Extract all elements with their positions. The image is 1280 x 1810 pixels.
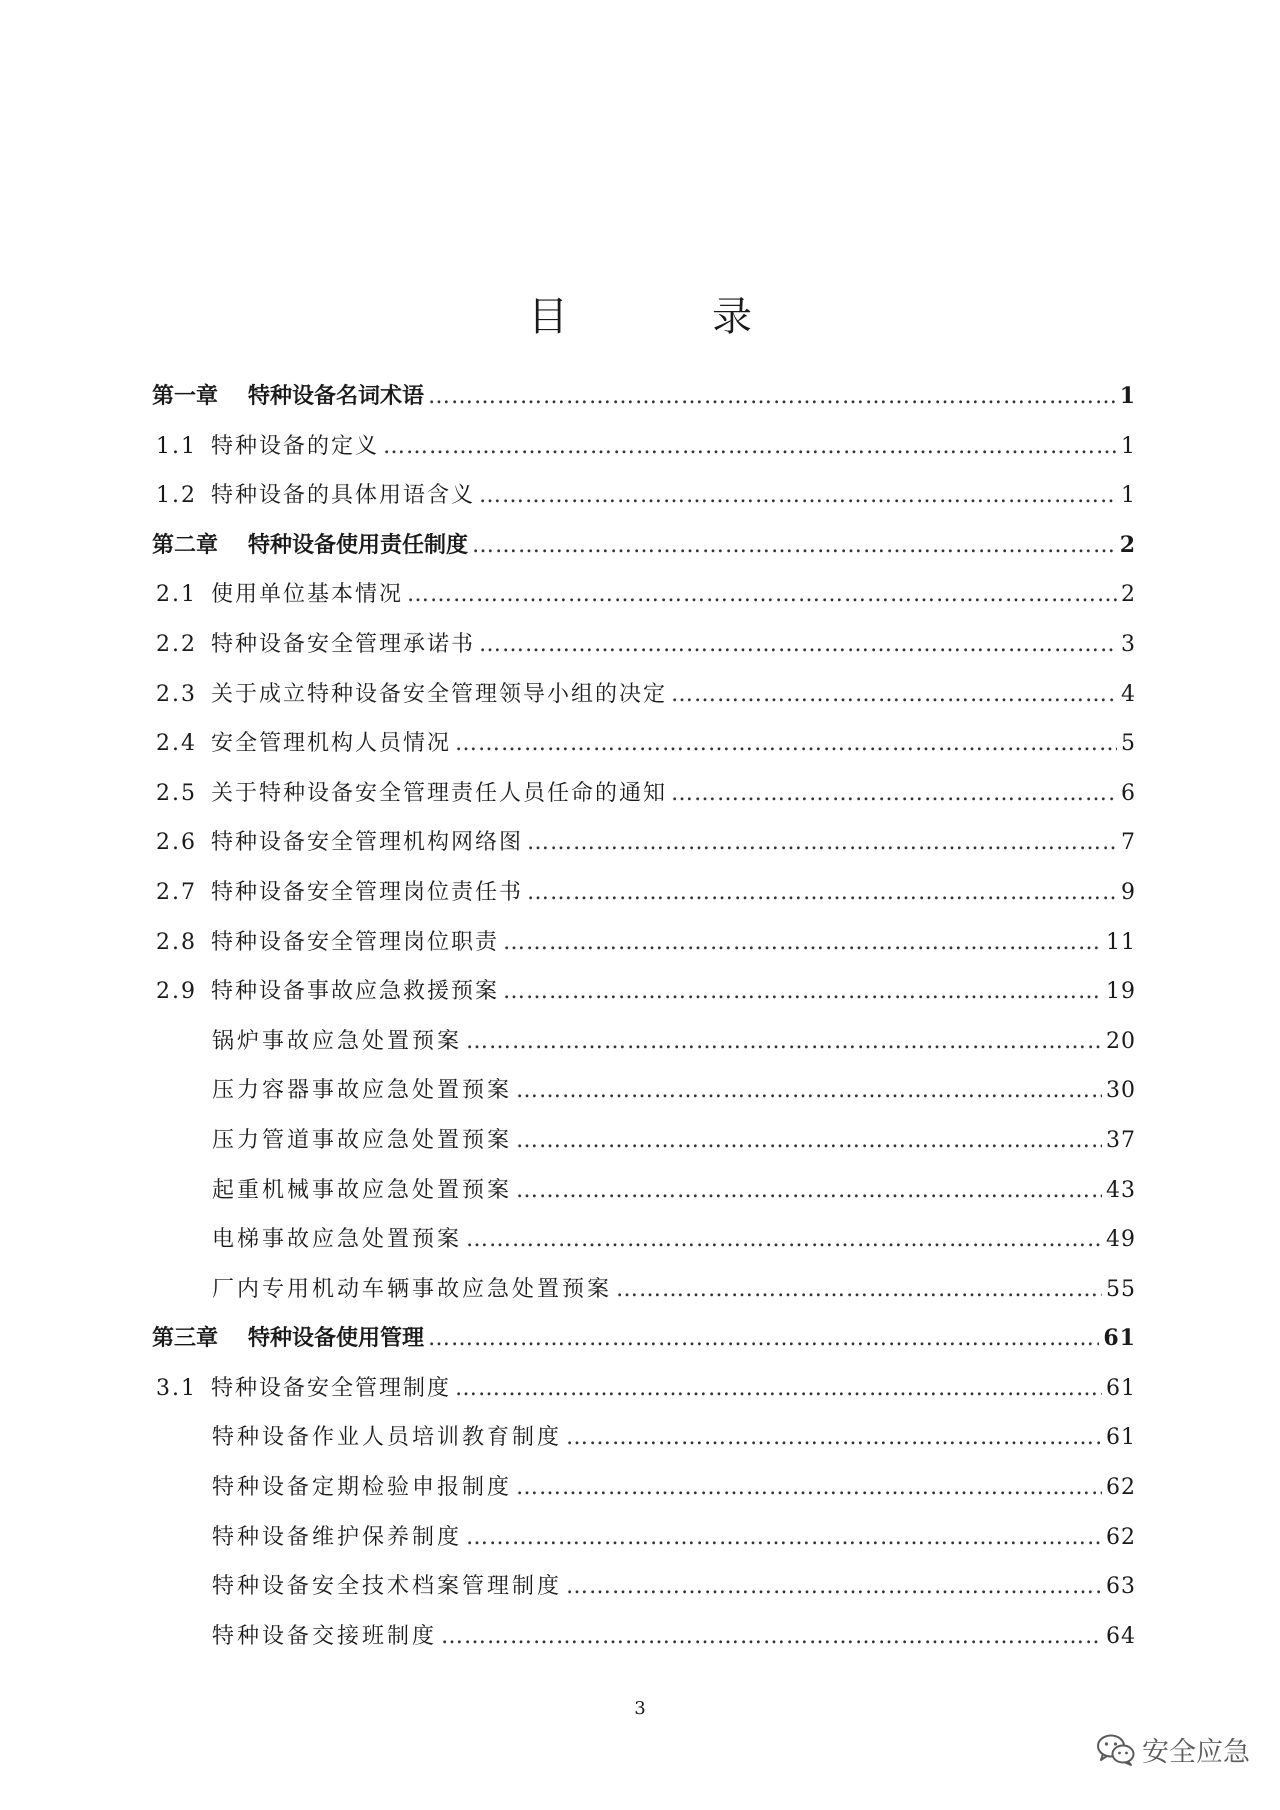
toc-dot-leader — [516, 1066, 1102, 1116]
toc-entry-title: 关于成立特种设备安全管理领导小组的决定 — [211, 681, 668, 707]
toc-entry-page: 1 — [1119, 383, 1136, 409]
toc-entry-page: 63 — [1106, 1574, 1136, 1600]
toc-entry-title: 特种设备安全管理岗位职责 — [211, 929, 500, 955]
toc-entry-page: 2 — [1121, 582, 1136, 608]
toc-dot-leader — [466, 1017, 1102, 1067]
toc-dot-leader — [479, 620, 1117, 670]
toc-entry-number: 2.3 — [156, 681, 197, 707]
toc-entry-number: 第三章 — [152, 1325, 219, 1352]
toc-entry-number: 3.1 — [156, 1375, 197, 1401]
toc-entry-title: 特种设备事故应急救援预案 — [211, 979, 500, 1005]
toc-dot-leader — [383, 422, 1117, 472]
toc-entry-title: 压力容器事故应急处置预案 — [212, 1078, 513, 1104]
toc-entry-title: 特种设备的定义 — [211, 433, 380, 459]
toc-entry-page: 7 — [1121, 830, 1136, 856]
toc-entry — [152, 1066, 1136, 1116]
toc-dot-leader — [441, 1612, 1102, 1662]
toc-entry-title: 特种设备使用管理 — [248, 1325, 425, 1352]
toc-entry-title: 特种设备安全技术档案管理制度 — [212, 1574, 563, 1600]
watermark — [1096, 1730, 1250, 1769]
toc-entry-title: 特种设备作业人员培训教育制度 — [212, 1425, 563, 1451]
toc-dot-leader — [472, 521, 1116, 571]
toc-entry-title: 特种设备维护保养制度 — [212, 1524, 463, 1550]
toc-entry — [152, 670, 1136, 720]
toc-dot-leader — [566, 1562, 1102, 1612]
toc-entry-title: 特种设备名词术语 — [248, 383, 425, 409]
toc-entry-number: 1.2 — [156, 483, 197, 509]
toc-entry-number: 1.1 — [156, 433, 197, 459]
toc-entry-title: 特种设备交接班制度 — [212, 1623, 438, 1649]
toc-dot-leader — [516, 1463, 1102, 1513]
toc-dot-leader — [407, 570, 1117, 620]
toc-dot-leader — [516, 1116, 1102, 1166]
toc-entry — [152, 1364, 1136, 1414]
toc-entry — [152, 1215, 1136, 1265]
toc-dot-leader — [479, 471, 1117, 521]
toc-dot-leader — [527, 868, 1117, 918]
watermark-text: 安全应急 — [1142, 1737, 1250, 1768]
toc-entry-page: 62 — [1106, 1475, 1136, 1501]
toc-entry-number: 2.4 — [156, 731, 197, 757]
toc-entry — [152, 1314, 1136, 1364]
toc-entry-title: 特种设备的具体用语含义 — [211, 483, 476, 509]
toc-entry-title: 起重机械事故应急处置预案 — [212, 1177, 513, 1203]
toc-entry — [152, 1166, 1136, 1216]
page-number: 3 — [634, 1698, 646, 1719]
toc-entry-page: 62 — [1106, 1524, 1136, 1550]
toc-entry — [152, 1265, 1136, 1315]
toc-entry — [152, 1463, 1136, 1513]
toc-entry-page: 64 — [1106, 1623, 1136, 1649]
toc-entry — [152, 818, 1136, 868]
wechat-icon — [1096, 1733, 1136, 1767]
toc-dot-leader — [671, 670, 1117, 720]
toc-entry — [152, 521, 1136, 571]
toc-entry-page: 9 — [1121, 879, 1136, 905]
toc-entry-number: 2.8 — [156, 929, 197, 955]
toc-entry — [152, 1562, 1136, 1612]
toc-entry — [152, 422, 1136, 472]
toc-entry-page: 4 — [1121, 681, 1136, 707]
toc-entry-title: 厂内专用机动车辆事故应急处置预案 — [212, 1276, 613, 1302]
toc-entry-page: 19 — [1106, 979, 1136, 1005]
toc-entry-number: 2.6 — [156, 830, 197, 856]
toc-entry-page: 1 — [1121, 483, 1136, 509]
toc-entry-number: 2.7 — [156, 879, 197, 905]
toc-dot-leader — [616, 1265, 1102, 1315]
toc-entry-page: 55 — [1106, 1276, 1136, 1302]
toc-entry — [152, 1513, 1136, 1563]
toc-entry-page: 43 — [1106, 1177, 1136, 1203]
toc-entry-title: 电梯事故应急处置预案 — [212, 1227, 463, 1253]
toc-entry-page: 61 — [1106, 1375, 1136, 1401]
toc-dot-leader — [503, 967, 1102, 1017]
toc-dot-leader — [503, 918, 1102, 968]
toc-entry-title: 关于特种设备安全管理责任人员任命的通知 — [211, 780, 668, 806]
toc-entry — [152, 918, 1136, 968]
table-of-contents — [152, 372, 1136, 1661]
toc-entry — [152, 1116, 1136, 1166]
toc-entry-title: 特种设备安全管理机构网络图 — [211, 830, 524, 856]
toc-entry-number: 2.9 — [156, 979, 197, 1005]
toc-entry-title: 压力管道事故应急处置预案 — [212, 1127, 513, 1153]
toc-entry — [152, 1612, 1136, 1662]
toc-dot-leader — [566, 1413, 1102, 1463]
toc-entry — [152, 719, 1136, 769]
toc-entry-number: 2.1 — [156, 582, 197, 608]
toc-dot-leader — [466, 1215, 1102, 1265]
toc-entry-page: 61 — [1106, 1425, 1136, 1451]
toc-entry — [152, 570, 1136, 620]
toc-entry-page: 3 — [1121, 631, 1136, 657]
toc-entry-page: 11 — [1106, 929, 1136, 955]
toc-entry-page: 6 — [1121, 780, 1136, 806]
toc-dot-leader — [455, 1364, 1102, 1414]
toc-entry-title: 特种设备安全管理岗位责任书 — [211, 879, 524, 905]
toc-entry — [152, 620, 1136, 670]
toc-dot-leader — [466, 1513, 1102, 1563]
toc-entry-number: 2.5 — [156, 780, 197, 806]
toc-entry — [152, 769, 1136, 819]
toc-entry-number: 第一章 — [152, 383, 219, 409]
toc-entry-page: 2 — [1119, 531, 1136, 558]
toc-entry — [152, 967, 1136, 1017]
toc-entry-page: 20 — [1106, 1028, 1136, 1054]
toc-entry-page: 61 — [1103, 1325, 1136, 1352]
toc-entry — [152, 868, 1136, 918]
toc-entry-title: 特种设备使用责任制度 — [248, 531, 469, 558]
toc-dot-leader — [527, 818, 1117, 868]
toc-dot-leader — [428, 1314, 1099, 1364]
toc-dot-leader — [516, 1166, 1102, 1216]
toc-entry — [152, 372, 1136, 422]
toc-entry-page: 37 — [1106, 1127, 1136, 1153]
toc-entry-number: 2.2 — [156, 631, 197, 657]
toc-entry-title: 安全管理机构人员情况 — [211, 731, 452, 757]
toc-dot-leader — [428, 372, 1116, 422]
toc-entry-page: 30 — [1106, 1078, 1136, 1104]
toc-entry-title: 锅炉事故应急处置预案 — [212, 1028, 463, 1054]
toc-entry — [152, 471, 1136, 521]
toc-entry — [152, 1413, 1136, 1463]
toc-entry-number: 第二章 — [152, 531, 219, 558]
toc-entry-page: 49 — [1106, 1227, 1136, 1253]
toc-entry — [152, 1017, 1136, 1067]
toc-dot-leader — [671, 769, 1117, 819]
toc-entry-title: 特种设备定期检验申报制度 — [212, 1475, 513, 1501]
page-title: 目 录 — [528, 293, 804, 340]
toc-entry-page: 1 — [1121, 433, 1136, 459]
toc-entry-page: 5 — [1121, 731, 1136, 757]
toc-entry-title: 特种设备安全管理制度 — [211, 1375, 452, 1401]
toc-dot-leader — [455, 719, 1117, 769]
toc-entry-title: 使用单位基本情况 — [211, 582, 404, 608]
toc-entry-title: 特种设备安全管理承诺书 — [211, 631, 476, 657]
